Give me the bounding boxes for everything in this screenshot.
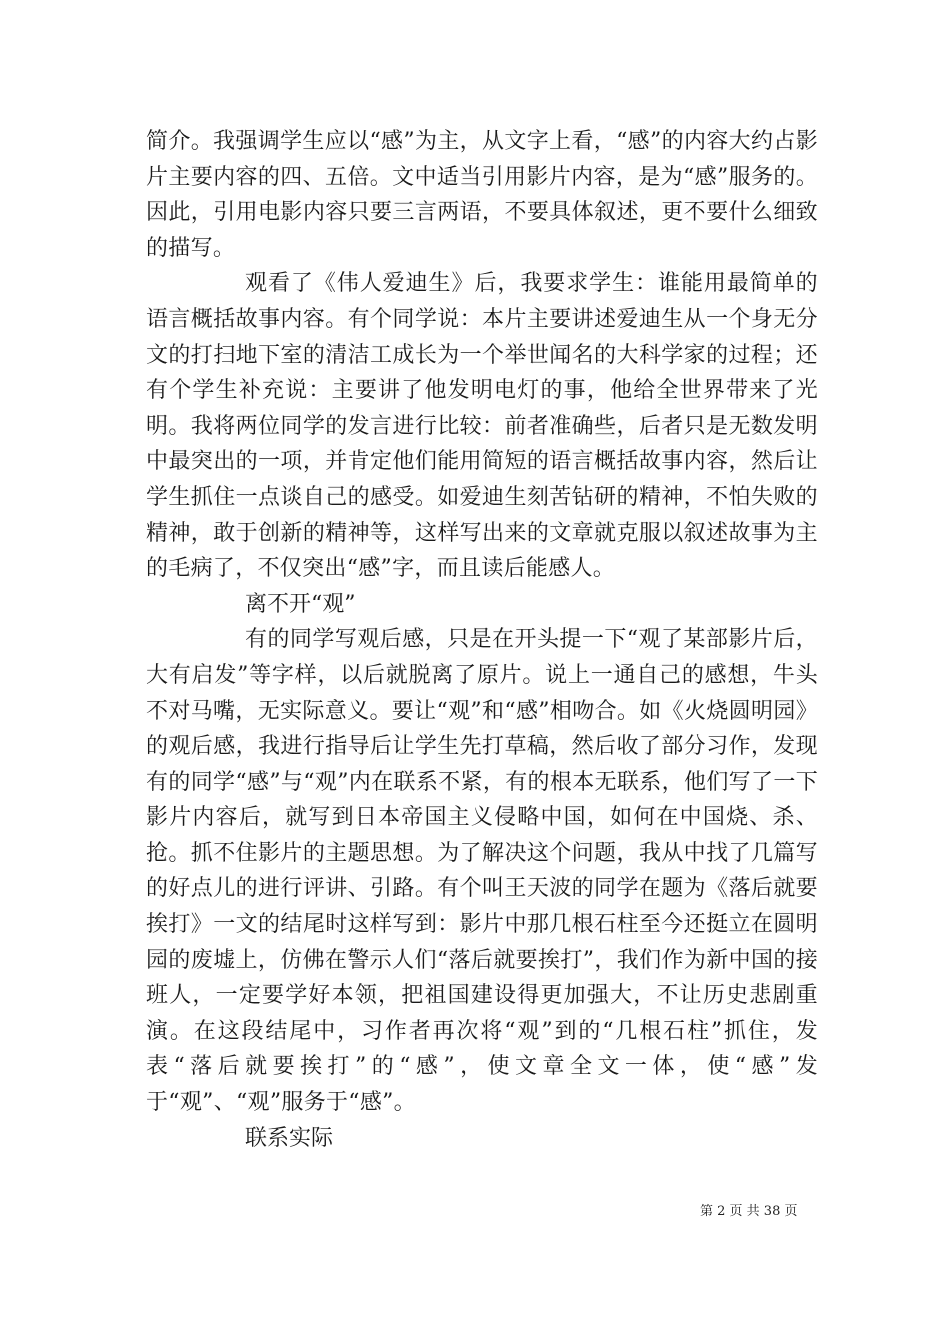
paragraph-yuanmingyuan: 有的同学写观后感，只是在开头提一下“观了某部影片后，大有启发”等字样，以后就脱离了原片。说上一通自己的感想，牛头不对马嘴，无实际意义。要让“观”和“感”相吻合。如《火烧圆明园》的观后感，我进行指导后让学生先打草稿，然后收了部分习作，发现有的同学“感”与“观”内在联系不紧，有的根本无联系，他们写了一下影片内容后，就写到日本帝国主义侵略中国，如何在中国烧、杀、抢。抓不住影片的主题思想。为了解决这个问题，我从中找了几篇写的好点儿的进行评讲、引路。有个叫王天波的同学在题为《落后就要挨打》一文的结尾时这样写到：影片中那几根石柱至今还挺立在圆明园的废墟上，仿佛在警示人们“落后就要挨打”，我们作为新中国的接班人，一定要学好本领，把祖国建设得更加强大，不让历史悲剧重演。在这段结尾中，习作者再次将“观”到的“几根石柱”抓住，发表“落后就要挨打”的“感”，使文章全文一体，使“感”发于“观”、“观”服务于“感”。 [146, 627, 818, 1116]
paragraph-edison: 观看了《伟人爱迪生》后，我要求学生：谁能用最简单的语言概括故事内容。有个同学说：本片主要讲述爱迪生从一个身无分文的打扫地下室的清洁工成长为一个举世闻名的大科学家的过程；还有个学生补充说：主要讲了他发明电灯的事，他给全世界带来了光明。我将两位同学的发言进行比较：前者准确些，后者只是无数发明中最突出的一项，并肯定他们能用简短的语言概括故事内容，然后让学生抓住一点谈自己的感受。如爱迪生刻苦钻研的精神，不怕失败的精神，敢于创新的精神等，这样写出来的文章就克服以叙述故事为主的毛病了，不仅突出“感”字，而且读后能感人。 [146, 271, 818, 582]
section-heading-practice: 联系实际 [245, 1125, 334, 1151]
paragraph-intro-continuation: 简介。我强调学生应以“感”为主，从文字上看，“感”的内容大约占影片主要内容的四、五倍。文中适当引用影片内容，是为“感”服务的。因此，引用电影内容只要三言两语，不要具体叙述，更不要什么细致的描写。 [146, 129, 818, 261]
document-body [146, 124, 818, 1156]
section-heading-observe: 离不开“观” [245, 591, 356, 617]
page-number-footer: 第 2 页 共 38 页 [700, 1204, 798, 1219]
